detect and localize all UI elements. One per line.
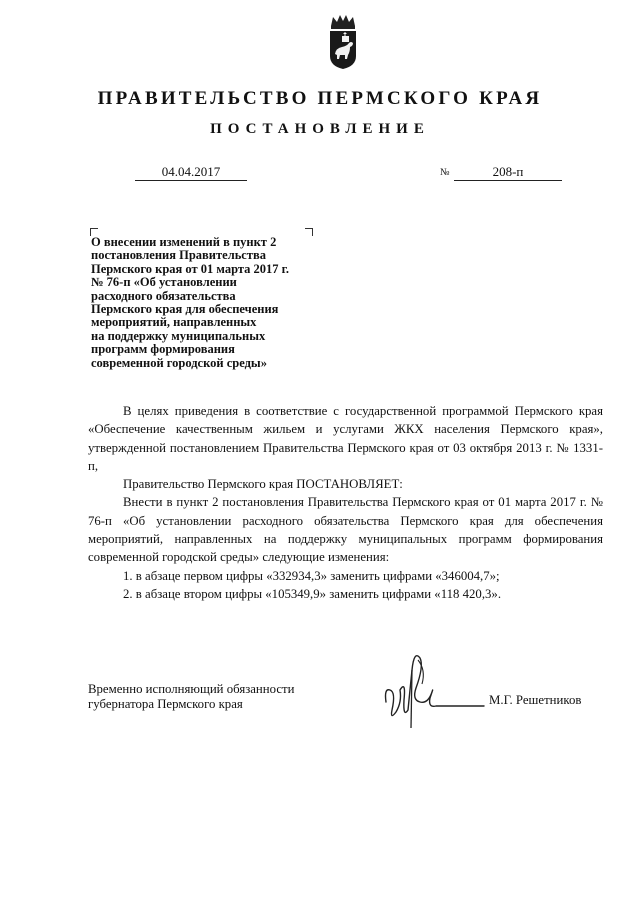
subject-corner-right [305,228,313,236]
subject-line: мероприятий, направленных [91,315,257,330]
document-body [88,402,603,603]
subject-line: Пермского края от 01 марта 2017 г. [91,261,290,276]
number-sign: № [440,167,450,178]
amendment-item-1: 1. в абзаце первом цифры «332934,3» заменить цифрами «346004,7»; [123,568,500,583]
subject-line: постановления Правительства [91,248,266,263]
document-date: 04.04.2017 [135,164,247,181]
handwritten-signature [378,640,488,730]
preamble-paragraph: В целях приведения в соответствие с государственной программой Пермского края «Обеспечение качественным жильем и услугами ЖКХ населения Пермского края», утвержденной постановлением Правительства Пермского края от 03 октября 2013 г. № 1331-п, [88,404,603,473]
subject-line: Пермского края для обеспечения [91,302,279,317]
org-title: ПРАВИТЕЛЬСТВО ПЕРМСКОГО КРАЯ [97,88,543,109]
resolution-paragraph: Правительство Пермского края ПОСТАНОВЛЯЕТ: [123,477,403,492]
document-number: 208-п [454,164,562,181]
amendment-item-2: 2. в абзаце втором цифры «105349,9» заменить цифрами «118 420,3». [123,586,502,601]
position-line: Временно исполняющий обязанности [88,682,295,696]
subject-line: О внесении изменений в пункт 2 [91,235,277,249]
subject-line: расходного обязательства [91,288,236,303]
subject-line: № 76-п «Об установлении [91,275,237,290]
subject-line: современной городской среды» [91,355,267,370]
document-type: ПОСТАНОВЛЕНИЕ [210,121,430,137]
document-subject [91,236,331,370]
subject-line: на поддержку муниципальных [91,328,266,343]
position-line: губернатора Пермского края [88,696,243,711]
signatory-position [88,682,368,711]
amendment-paragraph: Внести в пункт 2 постановления Правительства Пермского края от 01 марта 2017 г. № 76-п «Об установлении расходного обязательства Пермского края для обеспечения мероприятий, направленных на поддержку муниципальных программ формирования современной городской среды» следующие изменения: [88,495,603,565]
subject-line: программ формирования [91,342,235,357]
coat-of-arms-icon [323,12,363,72]
signer-name: М.Г. Решетников [489,693,582,707]
